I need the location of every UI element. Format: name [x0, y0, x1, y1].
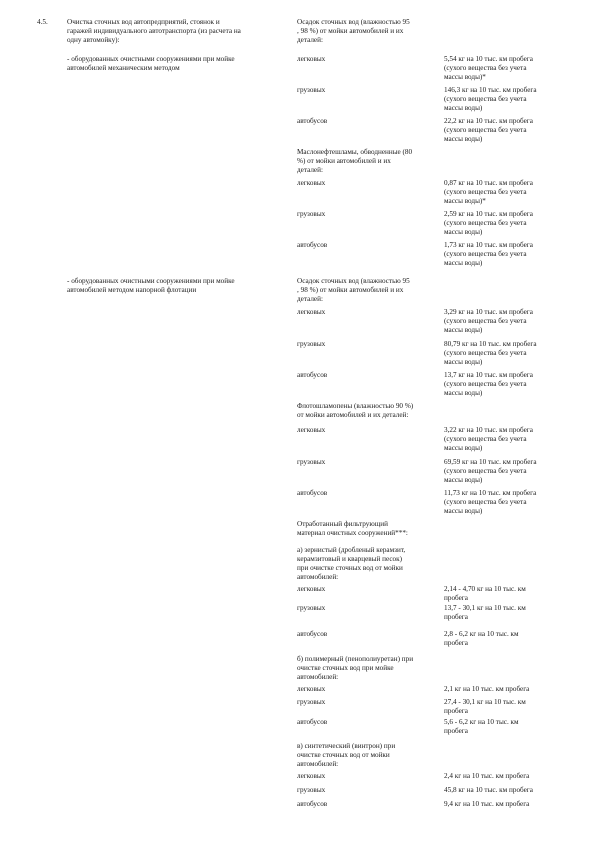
row-8-label-line-1: автобусов	[297, 241, 328, 249]
row-25-value-line-2: пробега	[444, 727, 468, 735]
row-18-label-line-1: а) зернистый (дробленый керамзит,	[297, 546, 406, 554]
row-10-value-line-2: (сухого вещества без учета	[444, 317, 527, 325]
row-25-label-line-1: автобусов	[297, 718, 328, 726]
row-9-label-line-1: Осадок сточных вод (влажностью 95	[297, 277, 410, 285]
row-12-label-line-1: автобусов	[297, 371, 328, 379]
row-22-label-line-3: автомобилей:	[297, 673, 339, 681]
row-4-value-line-3: массы воды)	[444, 135, 483, 143]
left-item-2-line-2: автомобилей методом напорной флотации	[67, 286, 197, 294]
row-11-value-line-1: 80,79 кг на 10 тыс. км пробега	[444, 340, 537, 348]
row-7-value-line-1: 2,59 кг на 10 тыс. км пробега	[444, 210, 533, 218]
row-5-label-line-3: деталей:	[297, 166, 323, 174]
row-20-label-line-1: грузовых	[297, 604, 326, 612]
row-20-value-line-2: пробега	[444, 613, 468, 621]
row-10-label-line-1: легковых	[297, 308, 326, 316]
row-3-value-line-2: (сухого вещества без учета	[444, 95, 527, 103]
row-24-value-line-2: пробега	[444, 707, 468, 715]
section-title-line-1: Очистка сточных вод автопредприятий, стоянок и	[67, 18, 220, 26]
row-2-value-line-3: массы воды)*	[444, 73, 486, 81]
row-1-label-line-2: , 98 %) от мойки автомобилей и их	[297, 27, 404, 35]
row-21-value-line-2: пробега	[444, 639, 468, 647]
row-19-value-line-1: 2,14 - 4,70 кг на 10 тыс. км	[444, 585, 526, 593]
row-10-value-line-1: 3,29 кг на 10 тыс. км пробега	[444, 308, 533, 316]
row-26-label-line-2: очистке сточных вод от мойки	[297, 751, 390, 759]
row-22-label-line-1: б) полимерный (пенополиуретан) при	[297, 655, 414, 663]
row-25-value-line-1: 5,6 - 6,2 кг на 10 тыс. км	[444, 718, 519, 726]
row-1-label-line-3: деталей:	[297, 36, 323, 44]
row-9-label-line-2: , 98 %) от мойки автомобилей и их	[297, 286, 404, 294]
row-21-label-line-1: автобусов	[297, 630, 328, 638]
left-item-2-line-1: - оборудованных очистными сооружениями при мойке	[67, 277, 235, 285]
row-14-value-line-1: 3,22 кг на 10 тыс. км пробега	[444, 426, 533, 434]
row-12-value-line-3: массы воды)	[444, 389, 483, 397]
row-3-value-line-3: массы воды)	[444, 104, 483, 112]
row-7-value-line-2: (сухого вещества без учета	[444, 219, 527, 227]
row-28-label-line-1: грузовых	[297, 786, 326, 794]
row-2-value-line-1: 5,54 кг на 10 тыс. км пробега	[444, 55, 533, 63]
row-13-label-line-1: Флотошламопены (влажностью 90 %)	[297, 402, 414, 410]
row-16-value-line-1: 11,73 кг на 10 тыс. км пробега	[444, 489, 537, 497]
row-26-label-line-3: автомобилей:	[297, 760, 339, 768]
row-4-label-line-1: автобусов	[297, 117, 328, 125]
row-21-value-line-1: 2,8 - 6,2 кг на 10 тыс. км	[444, 630, 519, 638]
row-8-value-line-3: массы воды)	[444, 259, 483, 267]
section-title-line-3: одну автомойку):	[67, 36, 120, 44]
section-number: 4.5.	[37, 18, 48, 26]
row-8-value-line-1: 1,73 кг на 10 тыс. км пробега	[444, 241, 533, 249]
row-17-label-line-2: материал очистных сооружений***:	[297, 529, 408, 537]
row-17-label-line-1: Отработанный фильтрующий	[297, 520, 388, 528]
row-11-value-line-3: массы воды)	[444, 358, 483, 366]
row-2-value-line-2: (сухого вещества без учета	[444, 64, 527, 72]
row-14-label-line-1: легковых	[297, 426, 326, 434]
row-7-value-line-3: массы воды)	[444, 228, 483, 236]
row-2-label-line-1: легковых	[297, 55, 326, 63]
row-16-value-line-3: массы воды)	[444, 507, 483, 515]
row-19-label-line-1: легковых	[297, 585, 326, 593]
row-11-value-line-2: (сухого вещества без учета	[444, 349, 527, 357]
row-6-label-line-1: легковых	[297, 179, 326, 187]
section-title-line-2: гаражей индивидуального автотранспорта (из расчета на	[67, 27, 241, 35]
row-13-label-line-2: от мойки автомобилей и их деталей:	[297, 411, 409, 419]
row-23-label-line-1: легковых	[297, 685, 326, 693]
row-4-value-line-1: 22,2 кг на 10 тыс. км пробега	[444, 117, 533, 125]
row-14-value-line-3: массы воды)	[444, 444, 483, 452]
row-15-label-line-1: грузовых	[297, 458, 326, 466]
row-14-value-line-2: (сухого вещества без учета	[444, 435, 527, 443]
row-19-value-line-2: пробега	[444, 594, 468, 602]
row-12-value-line-2: (сухого вещества без учета	[444, 380, 527, 388]
row-3-label-line-1: грузовых	[297, 86, 326, 94]
row-16-value-line-2: (сухого вещества без учета	[444, 498, 527, 506]
row-23-value-line-1: 2,1 кг на 10 тыс. км пробега	[444, 685, 530, 693]
row-15-value-line-2: (сухого вещества без учета	[444, 467, 527, 475]
row-5-label-line-2: %) от мойки автомобилей и их	[297, 157, 391, 165]
row-6-value-line-3: массы воды)*	[444, 197, 486, 205]
row-20-value-line-1: 13,7 - 30,1 кг на 10 тыс. км	[444, 604, 526, 612]
row-8-value-line-2: (сухого вещества без учета	[444, 250, 527, 258]
row-26-label-line-1: в) синтетический (винтрон) при	[297, 742, 396, 750]
left-item-1-line-1: - оборудованных очистными сооружениями при мойке	[67, 55, 235, 63]
row-27-label-line-1: легковых	[297, 772, 326, 780]
row-29-value-line-1: 9,4 кг на 10 тыс. км пробега	[444, 800, 530, 808]
row-4-value-line-2: (сухого вещества без учета	[444, 126, 527, 134]
row-27-value-line-1: 2,4 кг на 10 тыс. км пробега	[444, 772, 530, 780]
row-15-value-line-1: 69,59 кг на 10 тыс. км пробега	[444, 458, 537, 466]
row-24-label-line-1: грузовых	[297, 698, 326, 706]
row-9-label-line-3: деталей:	[297, 295, 323, 303]
row-1-label-line-1: Осадок сточных вод (влажностью 95	[297, 18, 410, 26]
row-18-label-line-3: при очистке сточных вод от мойки	[297, 564, 403, 572]
row-22-label-line-2: очистке сточных вод при мойке	[297, 664, 394, 672]
row-18-label-line-2: керамзитовый и кварцевый песок)	[297, 555, 403, 563]
row-11-label-line-1: грузовых	[297, 340, 326, 348]
row-6-value-line-2: (сухого вещества без учета	[444, 188, 527, 196]
row-16-label-line-1: автобусов	[297, 489, 328, 497]
row-29-label-line-1: автобусов	[297, 800, 328, 808]
row-18-label-line-4: автомобилей:	[297, 573, 339, 581]
row-7-label-line-1: грузовых	[297, 210, 326, 218]
row-12-value-line-1: 13,7 кг на 10 тыс. км пробега	[444, 371, 533, 379]
row-3-value-line-1: 146,3 кг на 10 тыс. км пробега	[444, 86, 537, 94]
row-5-label-line-1: Маслонефтешламы, обводненные (80	[297, 148, 413, 156]
row-15-value-line-3: массы воды)	[444, 476, 483, 484]
left-item-1-line-2: автомобилей механическим методом	[67, 64, 180, 72]
row-28-value-line-1: 45,8 кг на 10 тыс. км пробега	[444, 786, 533, 794]
row-10-value-line-3: массы воды)	[444, 326, 483, 334]
row-6-value-line-1: 0,87 кг на 10 тыс. км пробега	[444, 179, 533, 187]
row-24-value-line-1: 27,4 - 30,1 кг на 10 тыс. км	[444, 698, 526, 706]
